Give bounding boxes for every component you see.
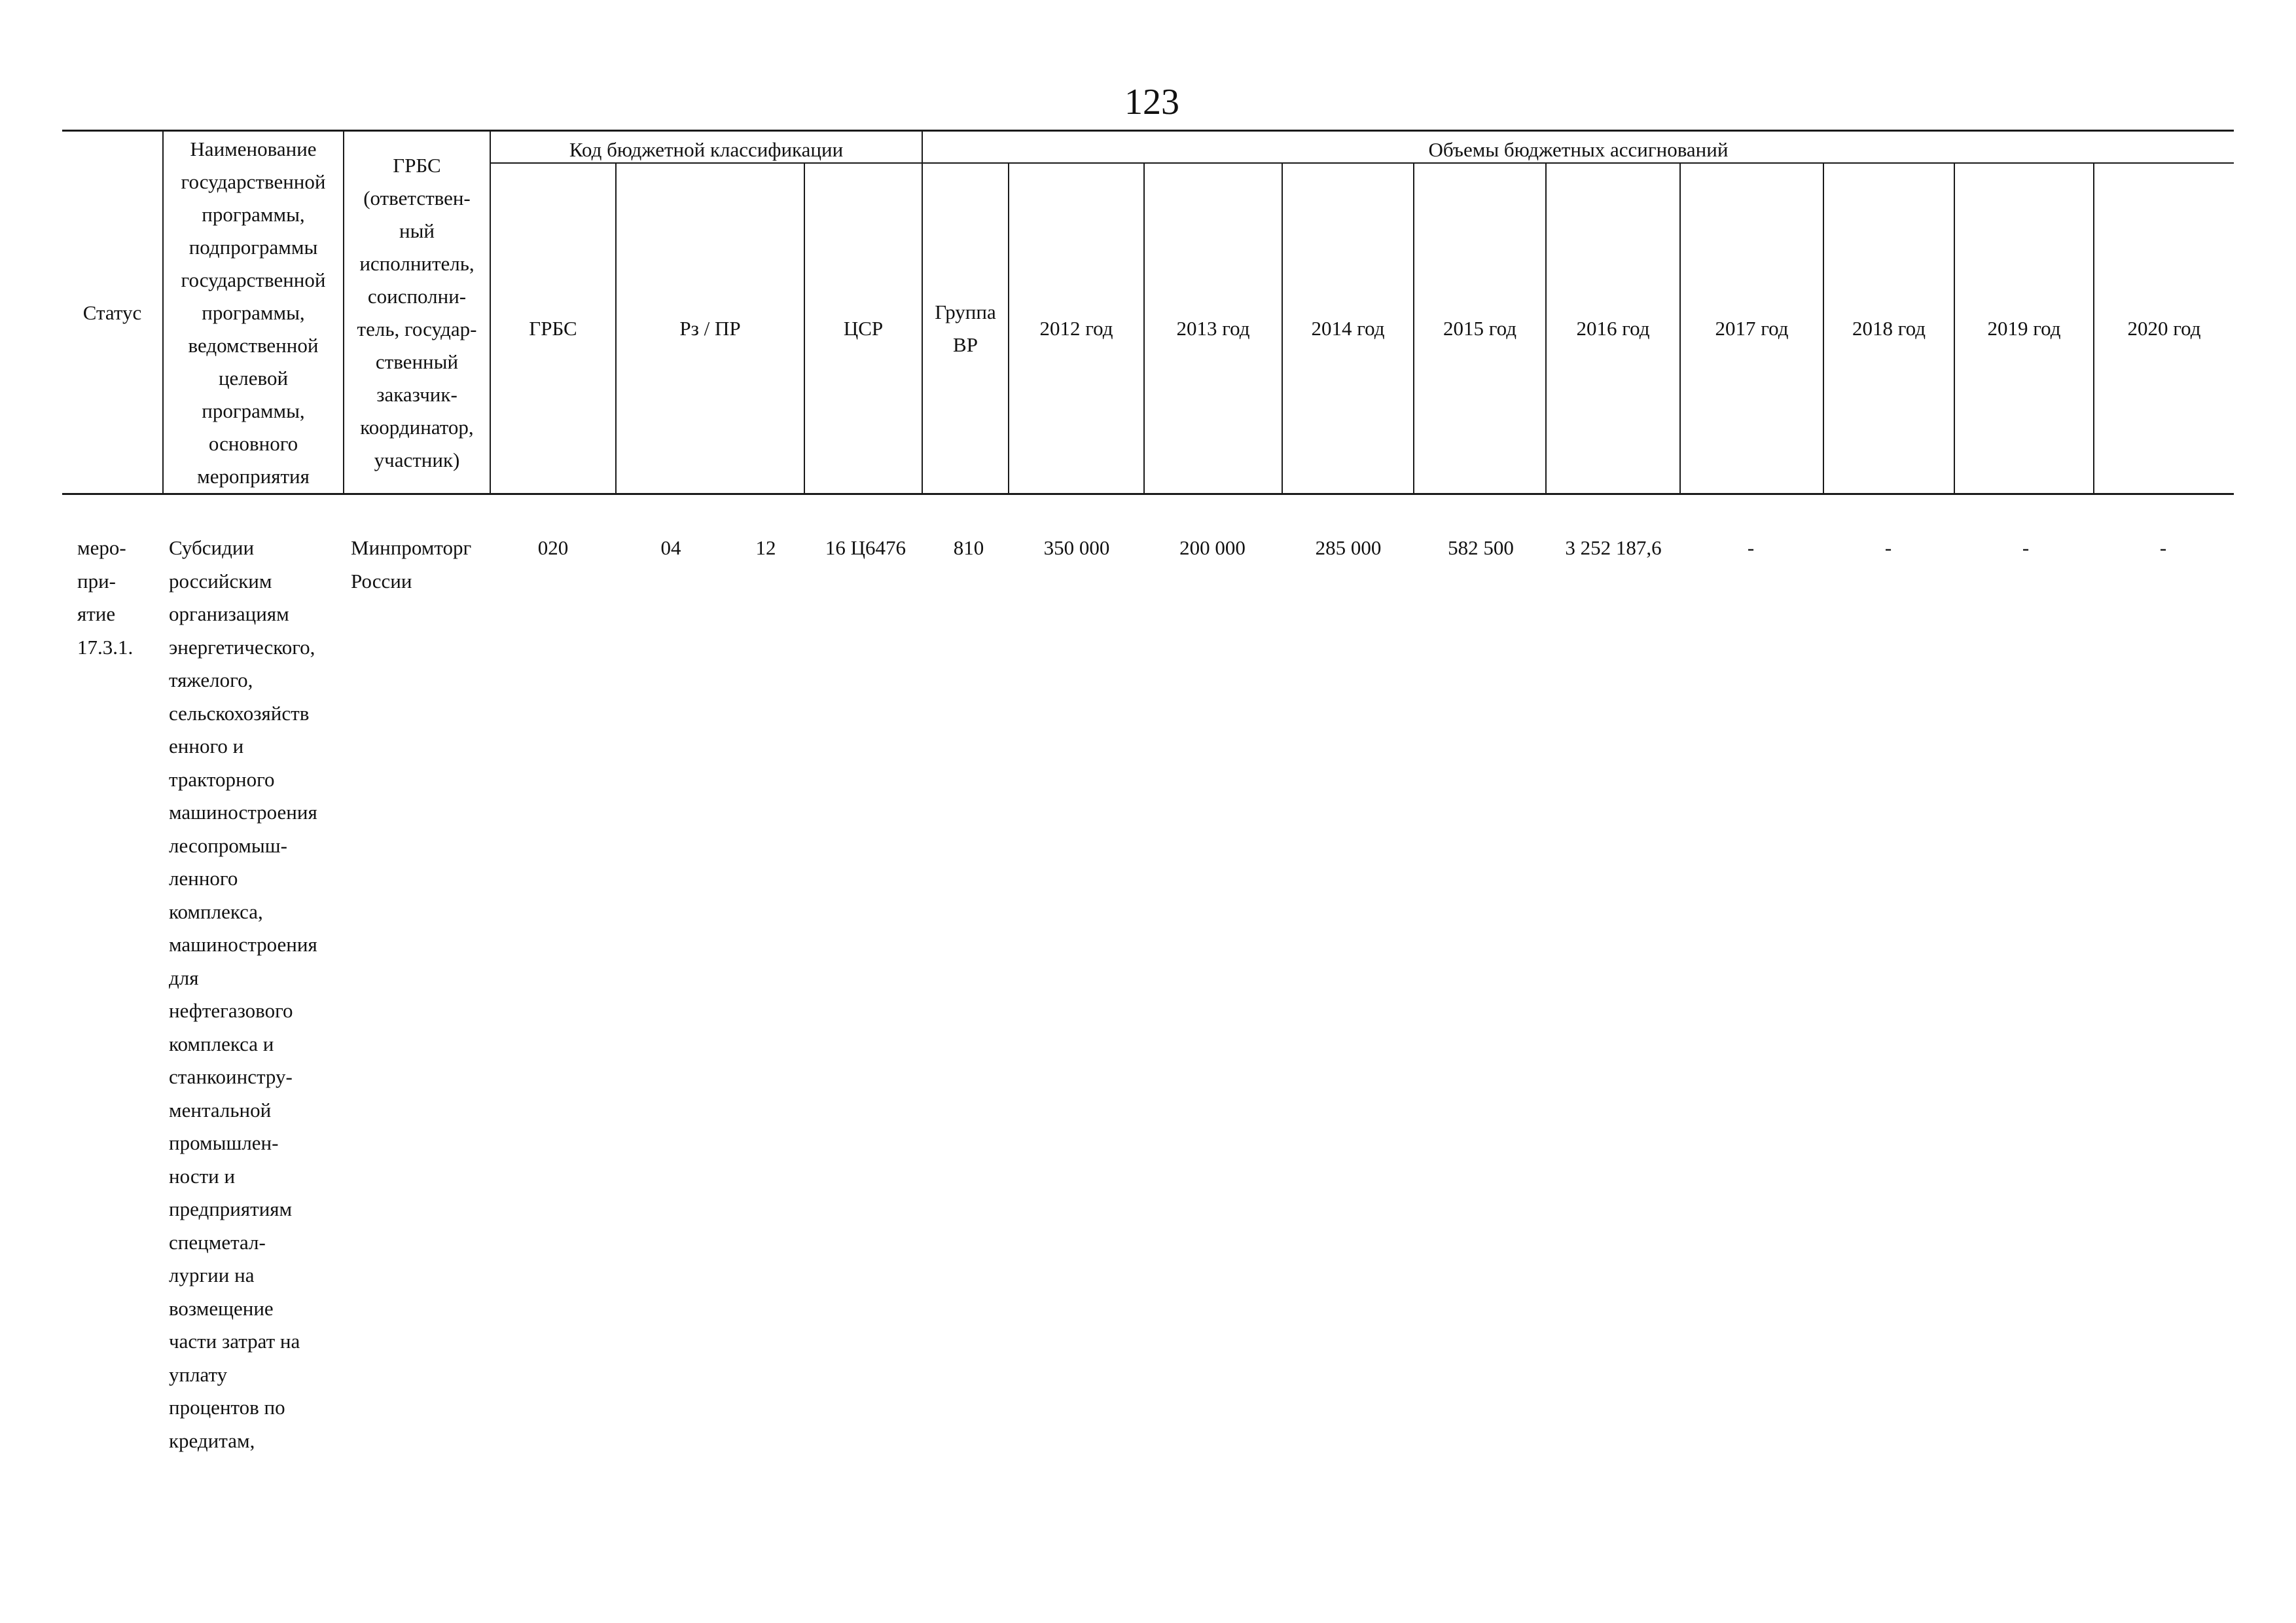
header-year-2012 — [1009, 164, 1143, 493]
row-value-2014: 285 000 — [1315, 536, 1382, 559]
header-status-label: Статус — [82, 301, 142, 324]
header-grbs-main-label: ГРБС (ответствен- ный исполнитель, соисполни- тель, государ- ственный заказчик- координатор, участник) — [357, 153, 477, 471]
header-name-label: Наименование государственной программы, подпрограммы государственной программы, ведомственной целевой программы, основного мероприятия — [181, 137, 326, 488]
page-number: 123 — [1124, 82, 1179, 122]
row-value-2015: 582 500 — [1448, 536, 1514, 559]
header-csr-label: ЦСР — [843, 316, 884, 340]
header-year-label: 2014 год — [1311, 316, 1385, 340]
header-year-2017 — [1681, 164, 1823, 493]
row-grbs: 020 — [537, 536, 569, 559]
header-group-vr — [923, 164, 1008, 493]
row-value-2018: - — [1884, 536, 1892, 559]
header-year-label: 2018 год — [1852, 316, 1926, 340]
header-year-label: 2015 год — [1443, 316, 1517, 340]
row-responsible: Минпромторг России — [351, 536, 472, 593]
header-year-2018 — [1824, 164, 1954, 493]
header-year-label: 2013 год — [1176, 316, 1250, 340]
table-top-rule — [62, 130, 2234, 132]
header-status — [62, 132, 162, 493]
header-grbs-label: ГРБС — [529, 316, 577, 340]
header-year-label: 2016 год — [1576, 316, 1650, 340]
header-name — [164, 132, 343, 493]
header-year-2015 — [1414, 164, 1545, 493]
row-value-2019: - — [2022, 536, 2030, 559]
header-rz-pr-label: Рз / ПР — [679, 316, 741, 340]
header-year-label: 2017 год — [1715, 316, 1789, 340]
header-year-2013 — [1145, 164, 1282, 493]
header-year-label: 2020 год — [2127, 316, 2201, 340]
header-grbs-main — [344, 132, 490, 493]
row-rz: 04 — [660, 536, 681, 559]
row-csr: 16 Ц6476 — [825, 536, 906, 559]
header-csr — [805, 164, 922, 493]
header-group-vr-label: Группа ВР — [935, 300, 996, 356]
row-value-2020: - — [2159, 536, 2167, 559]
row-name: Субсидии российским организациям энергетического, тяжелого, сельскохозяйств енного и тракторного машиностроения лесопромыш- ленного комплекса, машиностроения для нефтегазового комплекса и станкоинстру- ментальной промышлен- ности и предприятиям спецметал- лургии на возмещение части затрат на уплату процентов по кредитам, — [169, 536, 317, 1452]
row-value-2013: 200 000 — [1179, 536, 1246, 559]
header-volumes-group: Объемы бюджетных ассигнований — [1428, 138, 1729, 161]
row-value-2012: 350 000 — [1043, 536, 1110, 559]
row-pr: 12 — [755, 536, 776, 559]
row-value-2016: 3 252 187,6 — [1565, 536, 1662, 559]
row-value-2017: - — [1747, 536, 1755, 559]
header-year-2020 — [2094, 164, 2234, 493]
header-grbs — [491, 164, 615, 493]
header-year-2014 — [1283, 164, 1413, 493]
header-year-2019 — [1955, 164, 2093, 493]
header-budget-code-group: Код бюджетной классификации — [569, 138, 844, 161]
row-vr: 810 — [953, 536, 984, 559]
header-year-label: 2019 год — [1987, 316, 2061, 340]
header-rz-pr — [617, 164, 804, 493]
header-bottom-rule — [62, 493, 2234, 495]
header-year-label: 2012 год — [1039, 316, 1113, 340]
header-year-2016 — [1547, 164, 1679, 493]
row-status: меро- при- ятие 17.3.1. — [77, 536, 134, 659]
